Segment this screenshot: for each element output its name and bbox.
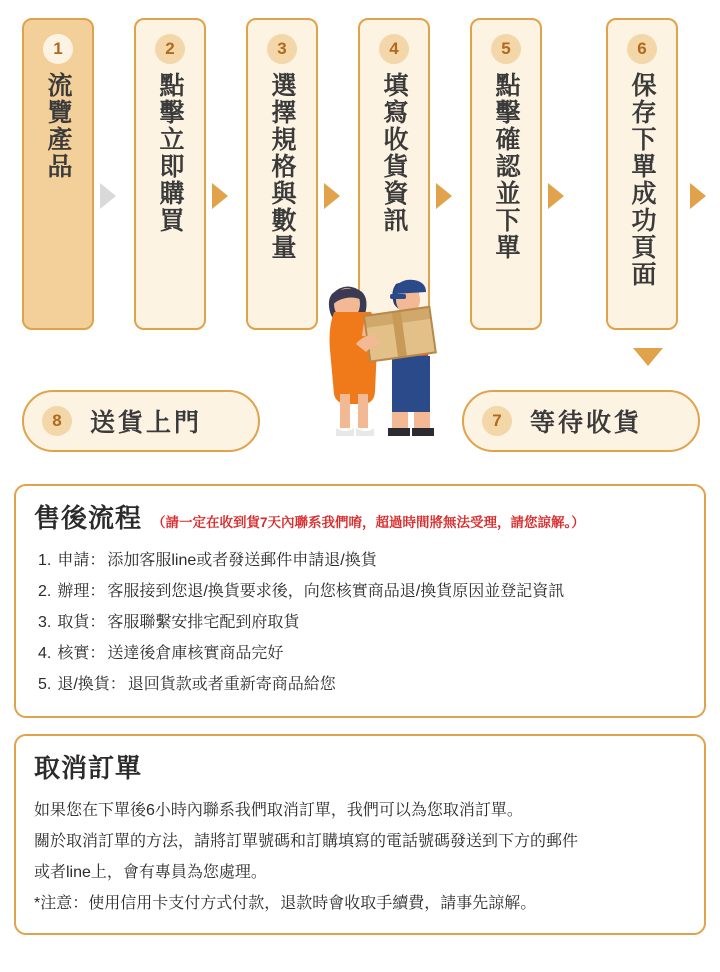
list-item-key: 核實：	[57, 645, 106, 662]
flow-step-5	[470, 18, 542, 330]
flow-step-3-label: 選擇規格與數量	[268, 72, 296, 261]
flow-arrow-2-icon	[212, 183, 228, 209]
delivery-step-8-number: 8	[42, 406, 72, 436]
cancel-paragraph: 或者line上，會有專員為您處理。	[34, 864, 267, 881]
flow-step-5-number: 5	[491, 34, 521, 64]
delivery-step-7-number: 7	[482, 406, 512, 436]
list-item	[38, 638, 686, 669]
flow-step-3-number: 3	[267, 34, 297, 64]
list-item-text: 送達後倉庫核實商品完好	[107, 645, 284, 662]
flow-arrow-4-icon	[436, 183, 452, 209]
list-item-index: 2.	[38, 583, 52, 600]
after-sales-header	[34, 498, 686, 535]
list-item	[38, 545, 686, 576]
list-item-index: 4.	[38, 645, 52, 662]
flow-step-1-number: 1	[43, 34, 73, 64]
cancel-paragraph: 關於取消訂單的方法，請將訂單號碼和訂購填寫的電話號碼發送到下方的郵件	[34, 833, 579, 850]
flow-arrow-down-icon	[633, 348, 663, 366]
after-sales-title: 售後流程	[34, 503, 143, 533]
list-item	[38, 576, 686, 607]
list-item-key: 申請：	[57, 552, 106, 569]
list-item-key: 辦理：	[57, 583, 106, 600]
flow-step-5-label: 點擊確認並下單	[492, 72, 520, 261]
cancel-paragraph: 如果您在下單後6小時內聯系我們取消訂單，我們可以為您取消訂單。	[34, 802, 523, 819]
flow-step-2-number: 2	[155, 34, 185, 64]
delivery-step-7	[462, 390, 700, 452]
delivery-row	[0, 390, 720, 470]
delivery-step-8	[22, 390, 260, 452]
flow-step-2	[134, 18, 206, 330]
flow-step-1	[22, 18, 94, 330]
list-item-index: 3.	[38, 614, 52, 631]
flow-arrow-3-icon	[324, 183, 340, 209]
flow-step-1-label: 流覽產品	[44, 72, 72, 180]
list-item	[38, 607, 686, 638]
list-item-key: 取貨：	[57, 614, 106, 631]
delivery-step-8-label: 送貨上門	[90, 409, 203, 437]
list-item-index: 1.	[38, 552, 52, 569]
cancel-order-header	[34, 748, 686, 785]
after-sales-list	[34, 545, 686, 700]
delivery-illustration	[268, 242, 458, 442]
after-sales-panel	[14, 484, 706, 718]
flow-arrow-1-icon	[100, 183, 116, 209]
flow-step-6-label: 保存下單成功頁面	[628, 72, 656, 288]
after-sales-note: （請一定在收到貨7天內聯系我們唷，超過時間將無法受理，請您諒解。）	[152, 515, 585, 530]
list-item-index: 5.	[38, 676, 52, 693]
list-item-text: 客服聯繫安排宅配到府取貨	[107, 614, 300, 631]
list-item-key: 退/換貨：	[57, 676, 126, 693]
list-item-text: 退回貨款或者重新寄商品給您	[127, 676, 336, 693]
flow-step-2-label: 點擊立即購買	[156, 72, 184, 234]
flow-arrow-6-icon	[690, 183, 706, 209]
flow-step-6-number: 6	[627, 34, 657, 64]
flow-step-4-label: 填寫收貨資訊	[380, 72, 408, 234]
delivery-step-7-label: 等待收貨	[530, 409, 643, 437]
list-item	[38, 669, 686, 700]
flow-arrow-5-icon	[548, 183, 564, 209]
flow-step-4-number: 4	[379, 34, 409, 64]
cancel-order-body	[34, 795, 686, 919]
flow-step-6	[606, 18, 678, 330]
cancel-paragraph: *注意：使用信用卡支付方式付款，退款時會收取手續費，請事先諒解。	[34, 895, 537, 912]
list-item-text: 添加客服line或者發送郵件申請退/換貨	[107, 552, 377, 569]
cancel-order-title: 取消訂單	[34, 753, 143, 783]
cancel-order-panel	[14, 734, 706, 935]
list-item-text: 客服接到您退/換貨要求後，向您核實商品退/換貨原因並登記資訊	[107, 583, 565, 600]
